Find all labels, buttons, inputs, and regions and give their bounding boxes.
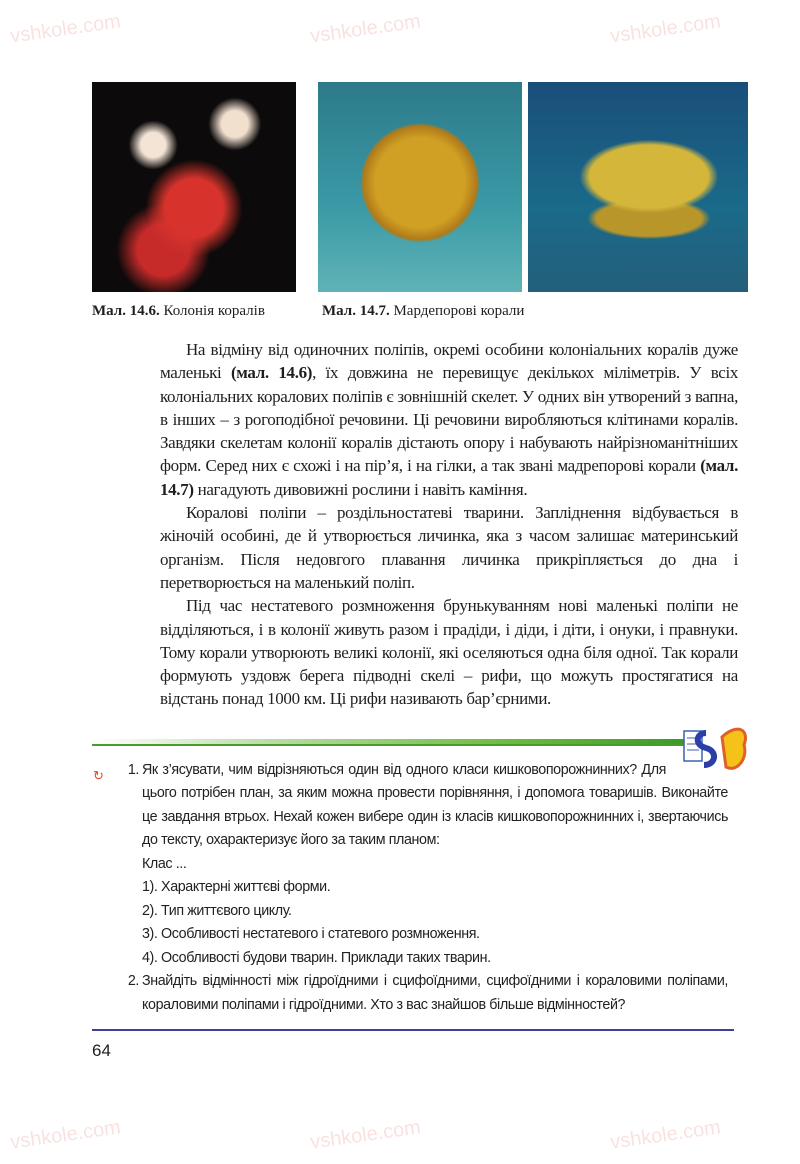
figure-caption-14-7: Мал. 14.7. Мардепорові корали bbox=[322, 303, 525, 319]
watermark: vshkole.com bbox=[608, 10, 723, 48]
page-number: 64 bbox=[92, 1041, 111, 1061]
figure-caption-14-6: Мал. 14.6. Колонія коралів bbox=[92, 303, 265, 319]
section-divider bbox=[92, 739, 688, 746]
group-work-icon: ↻ bbox=[93, 767, 104, 783]
paragraph: Коралові поліпи – роздільностатеві тварини. Запліднення відбувається в жіночій особині, де й утворюється личинка, яка з часом залишає материнський організм. Після недовгого плавання личинка прикріпляється до дна і перетворюється на маленький поліп. bbox=[160, 503, 738, 592]
page-content bbox=[92, 338, 738, 1061]
watermark: vshkole.com bbox=[308, 1116, 423, 1154]
brain-coral-photo bbox=[318, 82, 522, 292]
watermark: vshkole.com bbox=[308, 10, 423, 48]
paragraph: Під час нестатевого розмноження брунькуванням нові маленькі поліпи не відділяються, і в колонії живуть разом і прадіди, і діди, і діти, і онуки, і правнуки. Тому корали утворюють великі колонії, які оселяються одна біля одної. Так корали формують уздовж берега підводні скелі – рифи, що можуть простягатися на відстань понад 1000 км. Ці рифи називають бар’єрними. bbox=[160, 596, 738, 709]
watermark: vshkole.com bbox=[8, 1116, 123, 1154]
section-header bbox=[92, 719, 738, 759]
coral-colony-photo bbox=[92, 82, 296, 292]
watermark: vshkole.com bbox=[608, 1116, 723, 1154]
watermark: vshkole.com bbox=[8, 10, 123, 48]
footer-divider bbox=[92, 1029, 734, 1031]
task-1: ↻ 1. Як з’ясувати, чим відрізняються один від одного класи кишковопорожнинних? Для цього потрібен план, за яким можна провести порівняння, і допомога товаришів. Виконайте це завдання втрьох. Нехай кожен вибере один із класів кишковопорожнинних і, звертаючись до тексту, охарактеризує його за таким планом: Клас ... 1). Характерні життєві форми. 2). Тип життєвого циклу. 3). Особливості нестатевого і статевого розмноження. 4). Особливості будови тварин. Приклади таких тварин. bbox=[93, 761, 728, 966]
tasks-list bbox=[92, 759, 738, 1018]
body-text bbox=[160, 338, 738, 711]
plate-coral-photo bbox=[528, 82, 748, 292]
task-2: 2. Знайдіть відмінності між гідроїдними і сцифоїдними, сцифоїдними і кораловими поліпами, кораловими поліпами і гідроїдними. Хто з вас знайшов більше відмінностей? bbox=[127, 973, 728, 1013]
paragraph: На відміну від одиночних поліпів, окремі особини колоніальних коралів дуже маленькі (мал. 14.6), їх довжина не перевищує декількох міліметрів. У всіх колоніальних коралових поліпів є зовнішній скелет. У одних він утворений з вапна, в інших – з рогоподібної речовини. Ці речовини виробляються клітинами коралів. Завдяки скелетам колонії коралів дістають опору і набувають найрізноманітніших форм. Серед них є схожі і на пір’я, і на гілки, а так звані мадрепорові корали (мал. 14.7) нагадують дивовижні рослини і навіть каміння. bbox=[160, 340, 738, 499]
